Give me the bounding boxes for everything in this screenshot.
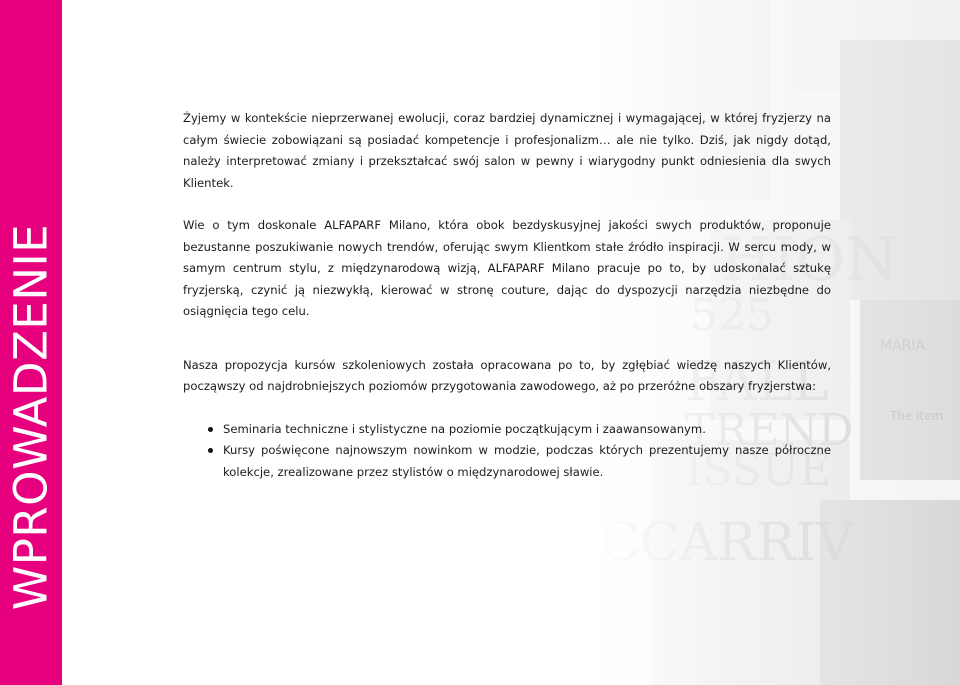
list-item-text: Kursy poświęcone najnowszym nowinkom w modzie, podczas których prezentujemy nasze półroczne kolekcje, zrealizowane przez stylistów o międzynarodowej sławie. bbox=[223, 443, 831, 479]
bullet-icon bbox=[208, 427, 213, 432]
sidebar-band bbox=[0, 0, 62, 685]
paragraph-intro: Żyjemy w kontekście nieprzerwanej ewolucji, coraz bardziej dynamicznej i wymagającej, w której fryzjerzy na całym świecie zobowiązani są posiadać kompetencje i profesjonalizm… ale nie tylko. Dziś, jak nigdy dotąd, należy interpretować zmiany i przekształcać swój salon w pewny i wiarygodny punkt odniesienia dla swych Klientek. bbox=[183, 111, 831, 190]
paragraph-courses: Nasza propozycja kursów szkoleniowych została opracowana po to, by zgłębiać wiedzę naszych Klientów, począwszy od najdrobniejszych poziomów przygotowania zawodowego, aż po przeróżne obszary fryzjerstwa: bbox=[183, 357, 831, 393]
list-item bbox=[223, 419, 831, 441]
list-item-text: Seminaria techniczne i stylistyczne na poziomie początkującym i zaawansowanym. bbox=[223, 421, 706, 436]
bullet-icon bbox=[208, 448, 213, 453]
section-title: WPROWADZENIE bbox=[4, 223, 58, 611]
intro-text bbox=[183, 108, 831, 483]
list-item bbox=[223, 440, 831, 483]
paragraph-alfaparf: Wie o tym doskonale ALFAPARF Milano, która obok bezdyskusyjnej jakości swych produktów, proponuje bezustanne poszukiwanie nowych trendów, oferując swym Klientkom stałe źródło inspiracji. W sercu mody, w samym centrum stylu, z międzynarodową wizją, ALFAPARF Milano pracuje po to, by udoskonalać sztukę fryzjerską, czynić ją niezwykłą, kierować w stronę couture, dając do dyspozycji narzędzia niezbędne do osiągnięcia tego celu. bbox=[183, 218, 831, 318]
course-list bbox=[183, 419, 831, 484]
